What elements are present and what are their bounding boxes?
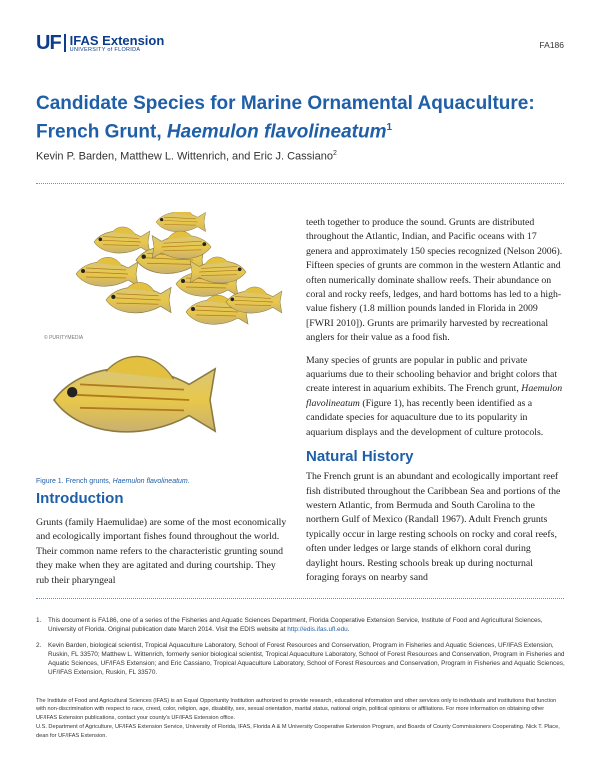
logo-text	[70, 34, 165, 54]
single-fish	[54, 356, 215, 431]
title-line-1: Candidate Species for Marine Ornamental Aquaculture:	[36, 93, 535, 114]
authors	[36, 150, 337, 163]
logo-uf-mark: UF	[36, 32, 61, 54]
disclaimer-usda: U.S. Department of Agriculture, UF/IFAS Extension Service, University of Florida, IFAS, Florida A & M University Cooperative Extension Program, and Boards of County Commissioners Cooperating. Nick T. Place, dean for UF/IFAS Extension.	[36, 724, 560, 739]
edis-link[interactable]: http://edis.ifas.ufl.edu	[287, 626, 348, 633]
fish-school	[76, 212, 282, 324]
footnote-1: 1. This document is FA186, one of a series of the Fisheries and Aquatic Sciences Department, Florida Cooperative Extension Service, Institute of Food and Agricultural Sciences, University of Florida. Original publication date March 2014. Visit the EDIS website at http://edis.ifas.ufl.edu.	[36, 617, 543, 633]
page-title	[36, 92, 576, 144]
paragraph-aquarium-popularity: Many species of grunts are popular in public and private aquariums due to their schooling behavior and bright colors that create interest in aquarium exhibits. The French grunt, Haemulon flavolineatum (Figure 1), has recently been identified as a candidate species for aquaculture due to its popularity in aquarium displays and the development of culture protocols.	[306, 354, 563, 438]
photo-credit: © PURITYMEDIA	[44, 335, 84, 341]
heading-introduction: Introduction	[36, 490, 124, 507]
logo-name: IFAS Extension	[69, 33, 165, 48]
disclaimer	[36, 697, 566, 741]
figure-caption: Figure 1. French grunts, Haemulon flavolineatum.	[36, 478, 190, 485]
disclaimer-equal-opportunity: The Institute of Food and Agricultural Sciences (IFAS) is an Equal Opportunity Institution authorized to provide research, educational information and other services only to individuals and institutions that function with non-discrimination with respect to race, creed, color, religion, age, disability, sex, sexual orientation, marital status, national origin, political opinions or affiliations. For more information on obtaining other UF/IFAS Extension publications, contact your county's UF/IFAS Extension office.	[36, 698, 557, 721]
logo-subtitle: UNIVERSITY of FLORIDA	[69, 47, 141, 53]
paragraph-natural-history: The French grunt is an abundant and ecologically important reef fish distributed throughout the Caribbean Sea and portions of the western Atlantic, from Bermuda and South Carolina to the northern Gulf of Mexico (Randall 1967). Adult French grunts typically occur in large resting schools on rocky and coral reefs, often under ledges or large stands of elkhorn coral during daylight hours. Resting schools break up during nocturnal foraging forays on nearby sand	[306, 471, 561, 583]
title-line-2-prefix: French Grunt,	[36, 121, 167, 143]
figure-french-grunts	[36, 212, 286, 474]
title-species: Haemulon flavolineatum	[166, 121, 387, 143]
footnotes	[36, 616, 566, 684]
authors-text: Kevin P. Barden, Matthew L. Wittenrich, and Eric J. Cassiano	[36, 150, 333, 163]
heading-natural-history: Natural History	[306, 448, 414, 466]
fish-illustration	[36, 212, 286, 474]
title-footnote-ref[interactable]: 1	[386, 122, 393, 133]
footnote-2: 2. Kevin Barden, biological scientist, Tropical Aquaculture Laboratory, School of Forest Resources and Conservation, Program in Fisheries and Aquatic Sciences, UF/IFAS Extension, Ruskin, FL 33570; Matthew L. Wittenrich, formerly senior biological scientist, Tropical Aquaculture Laboratory, School of Forest Resources and Conservation, Program in Fisheries and Aquatic Sciences, UF/IFAS Extension; and Eric Cassiano, Tropical Aquaculture Laboratory, School of Forest Resources and Conservation, Program in Fisheries and Aquatic Sciences, UF/IFAS Extension, Ruskin, FL 33570.	[36, 642, 565, 676]
ifas-logo[interactable]	[36, 34, 164, 54]
paragraph-grunt-distribution: teeth together to produce the sound. Grunts are distributed throughout the Atlantic, Indian, and Pacific oceans with 17 genera and approximately 150 species recognized (Nelson 2006). Fifteen species of grunts are common in the western Atlantic and often numerically dominate shallow reefs. Their abundance on coral and rocky reefs, ledges, and hard bottoms has led to a high-value fishery (1.8 million pounds landed in Florida in 2009 [FWRI 2010]). Grunts are primarily harvested by recreational anglers for their value as a food fish.	[306, 217, 563, 344]
document-id: FA186	[539, 40, 564, 50]
footnote-divider	[36, 598, 564, 599]
header-divider	[36, 183, 564, 184]
right-column	[306, 216, 564, 593]
introduction-paragraph: Grunts (family Haemulidae) are some of the most economically and ecologically important fishes found throughout the world. Their common name refers to the characteristic grunting sound they make when they are agitated and during courtship. They rub their pharyngeal	[36, 517, 287, 586]
authors-footnote-ref[interactable]: 2	[332, 150, 337, 157]
logo-divider	[64, 34, 66, 52]
